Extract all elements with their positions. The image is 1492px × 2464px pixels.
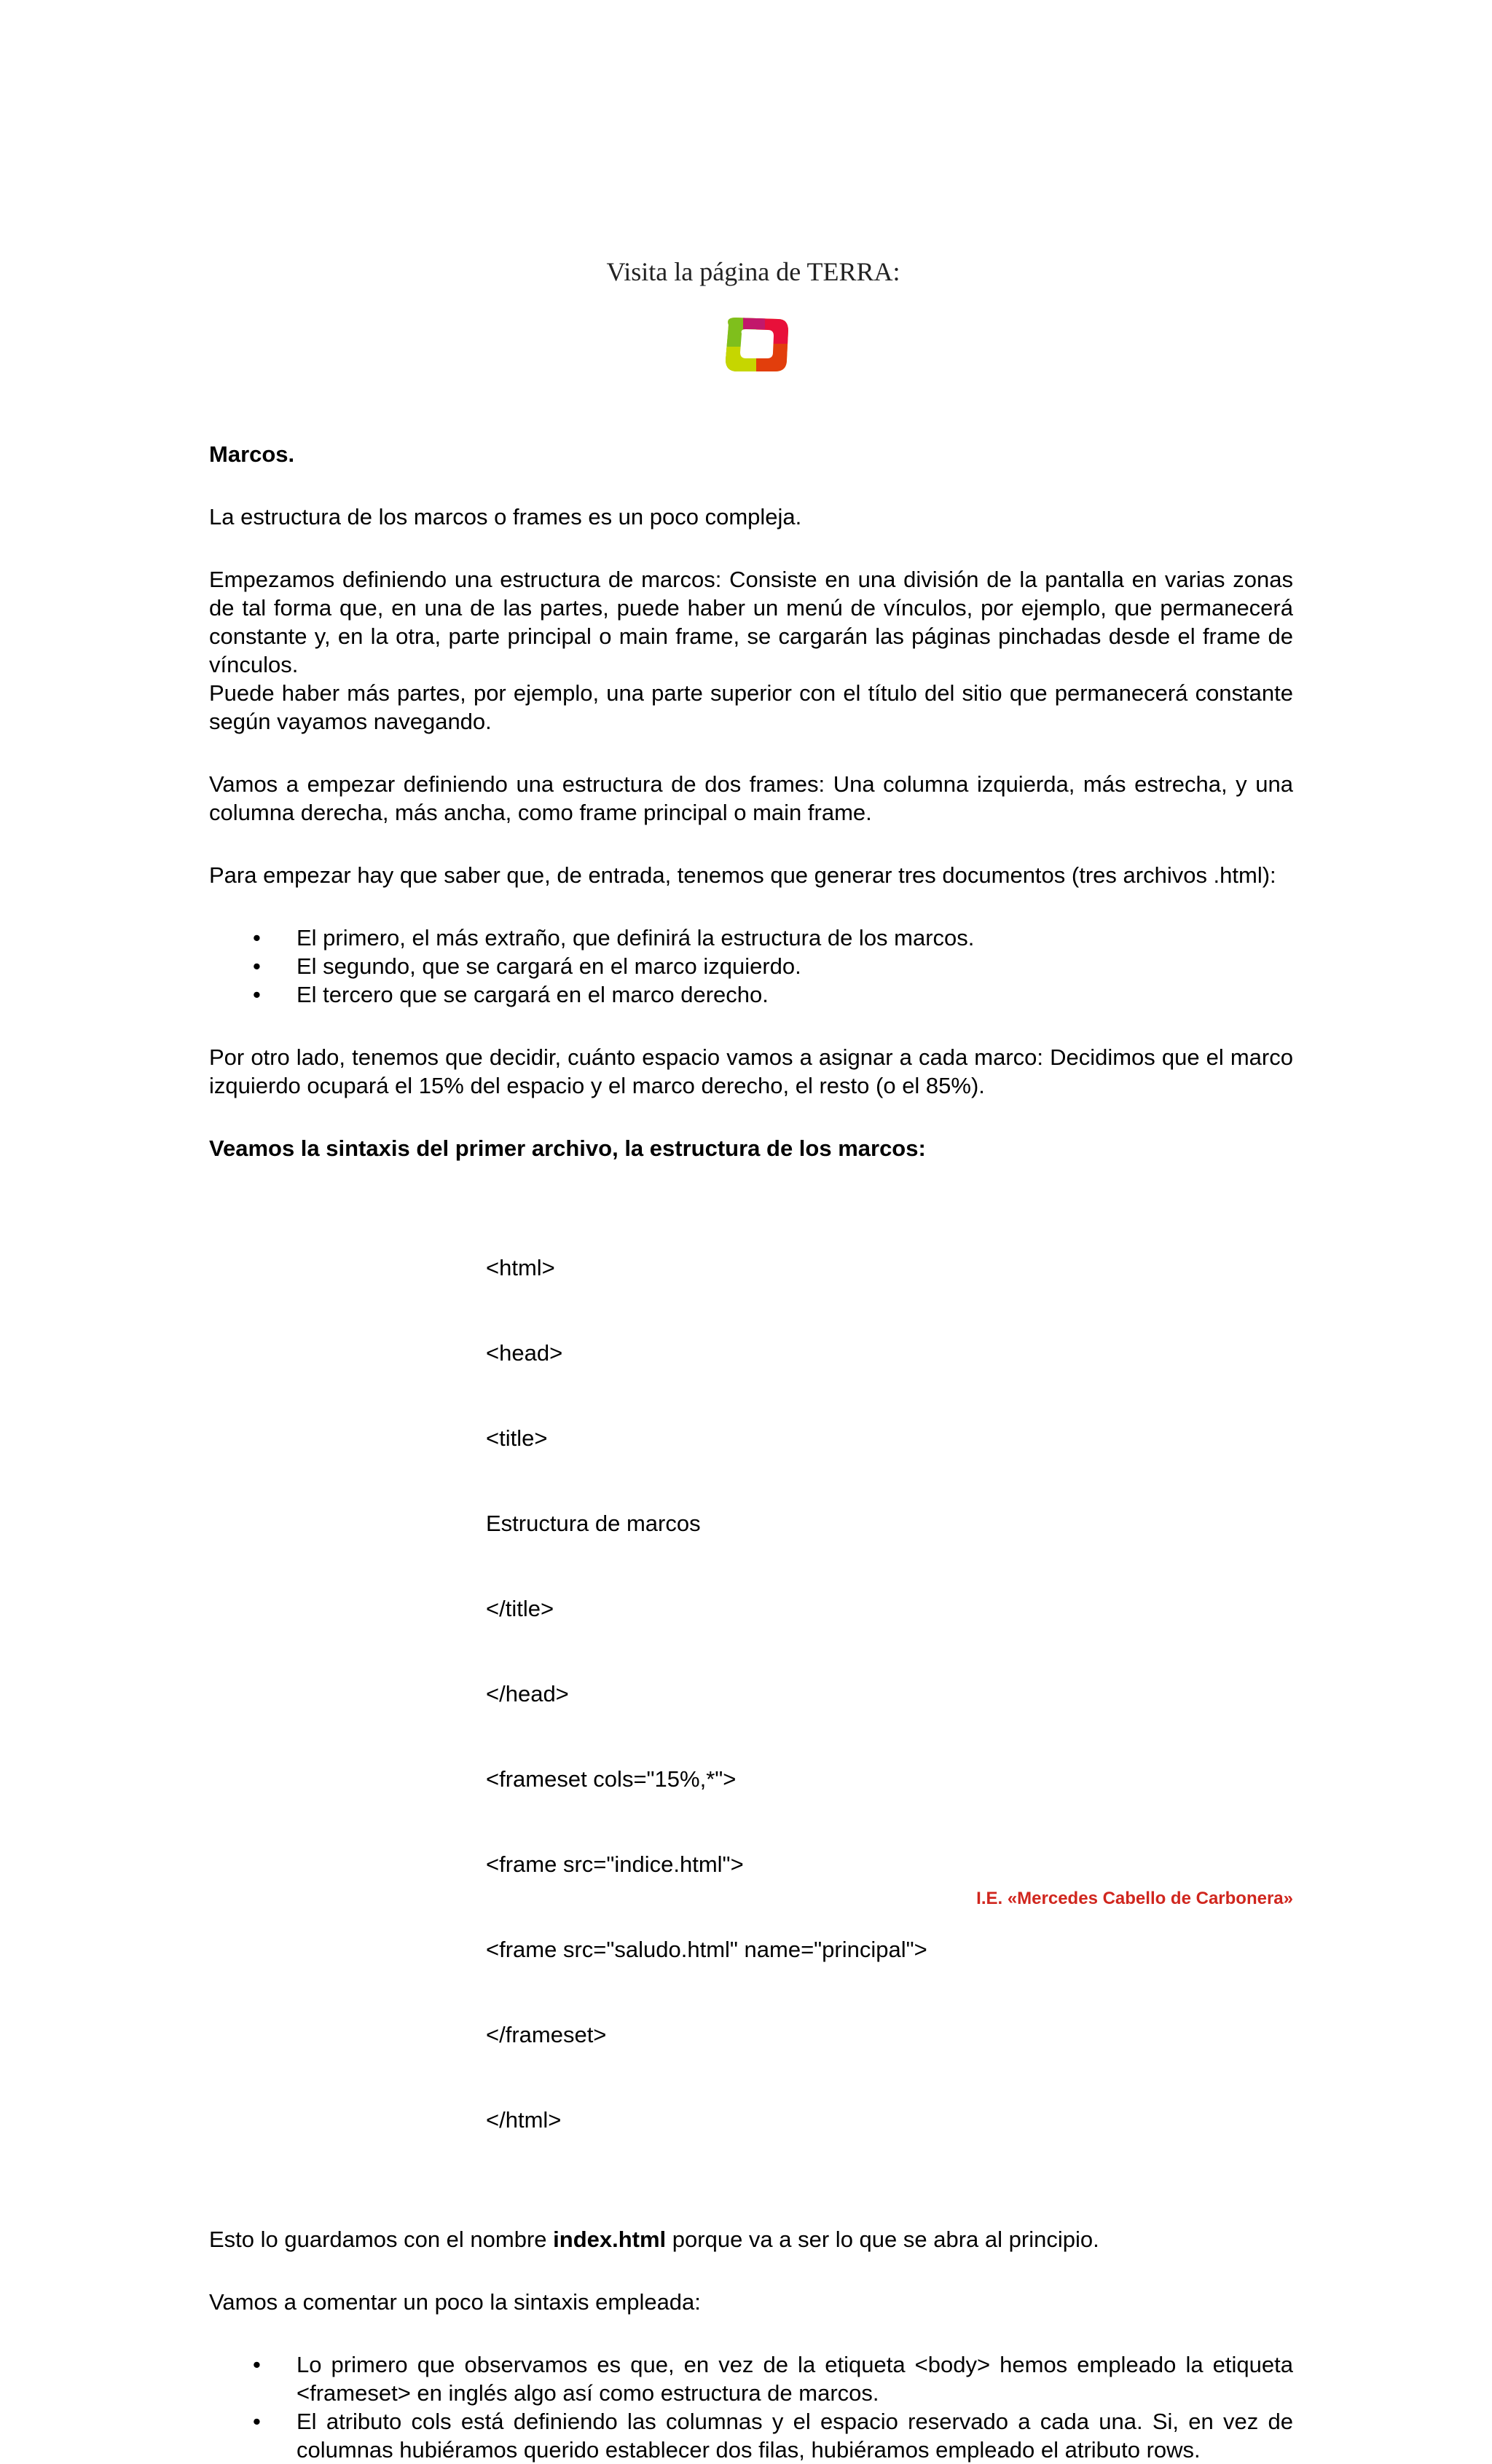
code-line: <html> — [486, 1255, 555, 1280]
list-item: • El atributo cols está definiendo las columnas y el espacio reservado a cada una. Si, en vez de columnas hubiéramos querido establecer dos filas, hubiéramos empleado el atributo rows. — [253, 2409, 1293, 2463]
code-line: </head> — [486, 1681, 569, 1707]
paragraph: Para empezar hay que saber que, de entrada, tenemos que generar tres documentos (tres archivos .html): — [209, 862, 1276, 888]
paragraph: Esto lo guardamos con el nombre index.html porque va a ser lo que se abra al principio. — [209, 2227, 1099, 2252]
filename: index.html — [553, 2227, 667, 2252]
code-line: </frameset> — [486, 2022, 607, 2047]
section-heading: Marcos. — [209, 441, 295, 467]
code-line: </title> — [486, 1596, 554, 1621]
code-line: <frameset cols="15%,*"> — [486, 1766, 737, 1792]
list-item: • El segundo, que se cargará en el marco izquierdo. — [253, 953, 801, 979]
code-line: <frame src="indice.html"> — [486, 1851, 744, 1877]
footer-institution: I.E. «Mercedes Cabello de Carbonera» — [976, 1889, 1293, 1908]
paragraph: Por otro lado, tenemos que decidir, cuánto espacio vamos a asignar a cada marco: Decidimos que el marco izquierdo ocupará el 15% del espacio y el marco derecho, el resto (o el 85%). — [209, 1044, 1293, 1098]
code-line: <title> — [486, 1425, 548, 1451]
code-line: <frame src="saludo.html" name="principal"> — [486, 1937, 927, 1962]
paragraph: Puede haber más partes, por ejemplo, una parte superior con el título del sitio que permanecerá constante según vayamos navegando. — [209, 680, 1293, 734]
paragraph: Vamos a empezar definiendo una estructura de dos frames: Una columna izquierda, más estrecha, y una columna derecha, más ancha, como frame principal o main frame. — [209, 771, 1293, 825]
file-list — [209, 924, 1293, 1009]
code-block — [486, 1197, 1293, 2191]
list-item: • El primero, el más extraño, que definirá la estructura de los marcos. — [253, 925, 975, 950]
bullet-icon: • — [253, 925, 261, 950]
code-line: </html> — [486, 2107, 562, 2133]
paragraph: Empezamos definiendo una estructura de marcos: Consiste en una división de la pantalla en varias zonas de tal forma que, en una de las partes, puede haber un menú de vínculos, por ejemplo, que permanecerá constante y, en la otra, parte principal o main frame, se cargarán las páginas pinchadas desde el frame de vínculos. — [209, 567, 1293, 677]
subheading: Veamos la sintaxis del primer archivo, la estructura de los marcos: — [209, 1135, 926, 1161]
code-line: <head> — [486, 1340, 563, 1366]
list-item: • Lo primero que observamos es que, en vez de la etiqueta <body> hemos empleado la etiqueta <frameset> en inglés algo así como estructura de marcos. — [253, 2352, 1293, 2406]
terra-logo[interactable] — [721, 315, 791, 374]
bullet-icon: • — [253, 2409, 261, 2434]
terra-caption: Visita la página de TERRA: — [606, 257, 900, 286]
syntax-notes-list — [209, 2350, 1293, 2464]
code-line: Estructura de marcos — [486, 1511, 701, 1536]
bullet-icon: • — [253, 982, 261, 1007]
paragraph: Vamos a comentar un poco la sintaxis empleada: — [209, 2289, 701, 2315]
list-item: • El tercero que se cargará en el marco derecho. — [253, 982, 769, 1007]
bullet-icon: • — [253, 2352, 261, 2377]
bullet-icon: • — [253, 953, 261, 979]
document-body — [209, 440, 1293, 2464]
paragraph: La estructura de los marcos o frames es un poco compleja. — [209, 504, 802, 530]
